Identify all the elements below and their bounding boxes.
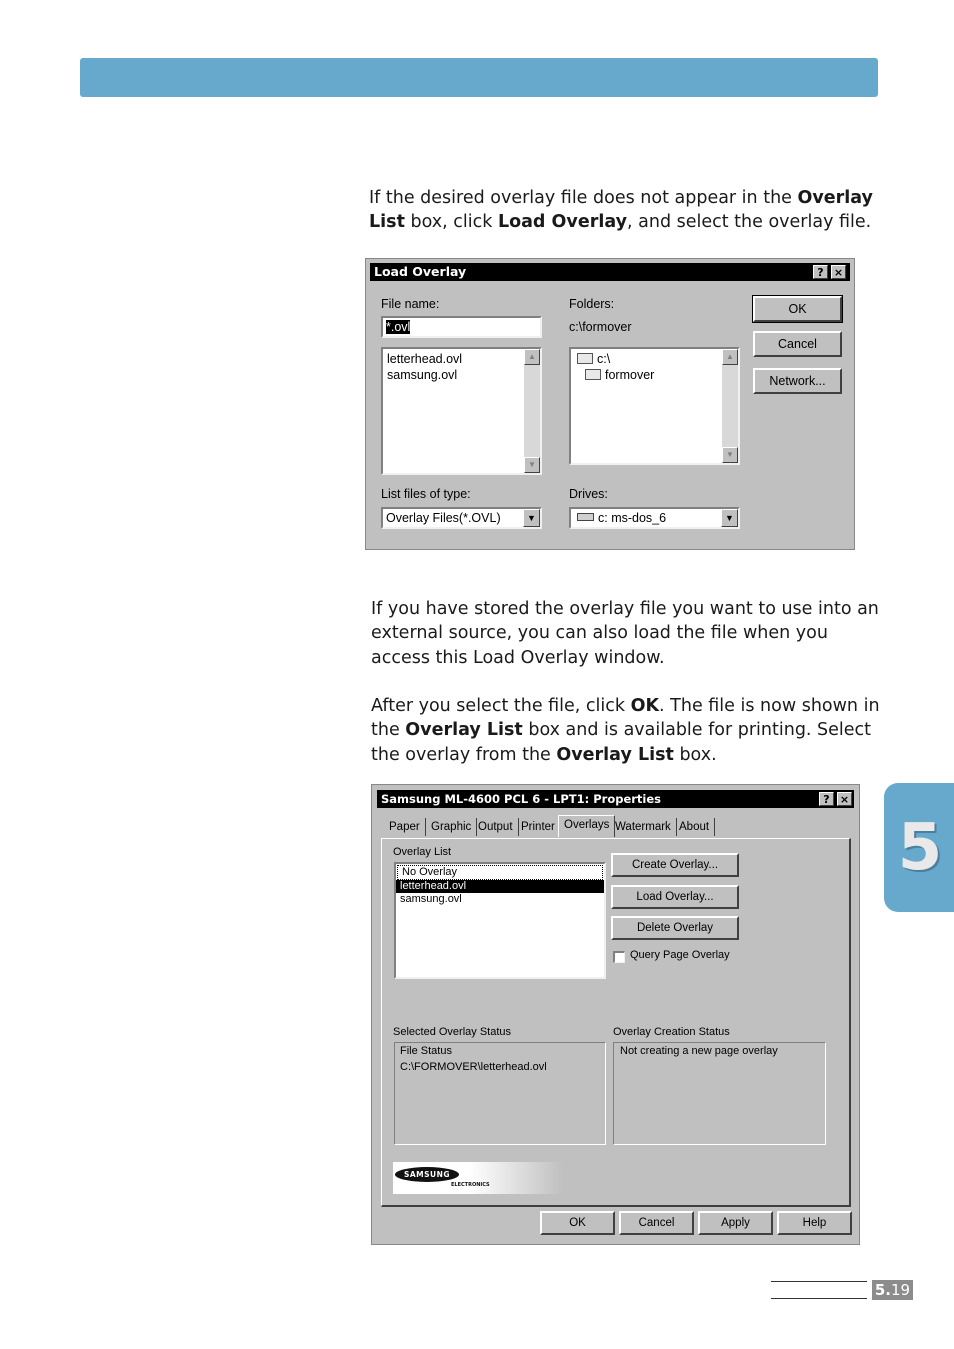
- list-type-select[interactable]: [381, 507, 542, 529]
- folder-item-label: formover: [605, 368, 655, 382]
- query-page-overlay-label: Query Page Overlay: [630, 949, 730, 961]
- samsung-logo-subtext: ELECTRONICS: [451, 1182, 490, 1188]
- selected-status-group: [394, 1042, 606, 1145]
- file-name-label: File name:: [381, 297, 440, 311]
- load-overlay-title: Load Overlay: [374, 264, 467, 279]
- close-icon[interactable]: ×: [837, 792, 852, 806]
- list-item[interactable]: samsung.ovl: [387, 368, 458, 382]
- folder-list-scrollbar[interactable]: [722, 349, 738, 463]
- after-text-4: box.: [673, 744, 717, 765]
- delete-overlay-button[interactable]: Delete Overlay: [611, 916, 739, 940]
- after-bold-ok: OK: [630, 696, 660, 716]
- tab-strip: [384, 818, 844, 838]
- after-bold-overlay-list: Overlay List: [405, 720, 523, 741]
- load-overlay-titlebar: [370, 263, 850, 281]
- file-list-scrollbar[interactable]: [524, 349, 540, 473]
- cancel-button[interactable]: Cancel: [753, 331, 842, 357]
- help-icon[interactable]: ?: [813, 265, 828, 279]
- drives-label: Drives:: [569, 487, 608, 501]
- load-overlay-button[interactable]: Load Overlay...: [611, 885, 739, 909]
- tab-printer[interactable]: Printer: [516, 818, 561, 836]
- footer-rule-bottom: [771, 1298, 867, 1299]
- list-item[interactable]: [571, 367, 738, 383]
- tab-overlays[interactable]: Overlays: [558, 815, 615, 837]
- folder-list[interactable]: [569, 347, 740, 465]
- properties-titlebar: [377, 790, 854, 808]
- external-source-paragraph: If you have stored the overlay file you want to use into an external source, you can also load the file when you access this Load Overlay window.: [371, 599, 879, 668]
- properties-title: Samsung ML-4600 PCL 6 - LPT1: Properties: [381, 792, 662, 806]
- intro-text-mid: box, click: [404, 212, 498, 233]
- creation-status-value: Not creating a new page overlay: [620, 1045, 778, 1057]
- tab-graphic[interactable]: Graphic: [426, 818, 477, 836]
- file-list[interactable]: [381, 347, 542, 475]
- after-text-2: . The file is now shown in the: [371, 696, 880, 741]
- query-page-overlay-checkbox[interactable]: [613, 951, 625, 963]
- tab-paper[interactable]: Paper: [384, 818, 426, 836]
- list-item[interactable]: letterhead.ovl: [387, 352, 463, 366]
- scroll-up-icon[interactable]: ▲: [722, 349, 738, 365]
- after-text-3: box and is available for printing. Select the overlay from the: [371, 720, 872, 765]
- list-item[interactable]: letterhead.ovl: [396, 880, 604, 893]
- samsung-logo: [393, 1162, 563, 1194]
- folder-open-icon: [585, 369, 601, 380]
- intro-paragraph: [369, 186, 889, 235]
- drives-value: c: ms-dos_6: [598, 511, 667, 525]
- after-bold-overlay-list-2: Overlay List: [556, 744, 674, 765]
- ok-button[interactable]: OK: [753, 296, 842, 322]
- help-button[interactable]: Help: [777, 1211, 852, 1235]
- folder-item-label: c:\: [597, 352, 611, 366]
- intro-bold-load-overlay: Load Overlay: [497, 212, 627, 233]
- apply-button[interactable]: Apply: [698, 1211, 773, 1235]
- selected-status-label: Selected Overlay Status: [393, 1026, 512, 1038]
- scroll-up-icon[interactable]: ▲: [524, 349, 540, 365]
- create-overlay-button[interactable]: Create Overlay...: [611, 853, 739, 877]
- close-icon[interactable]: ×: [831, 265, 846, 279]
- intro-bold-overlay-list: Overlay List: [369, 188, 873, 233]
- page-number-badge: [872, 1280, 913, 1300]
- file-name-input[interactable]: [381, 316, 542, 338]
- overlay-list[interactable]: [394, 862, 606, 979]
- tab-about[interactable]: About: [674, 818, 715, 836]
- folders-label: Folders:: [569, 297, 615, 311]
- list-item[interactable]: [571, 351, 738, 367]
- cancel-button[interactable]: Cancel: [619, 1211, 694, 1235]
- properties-dialog: [371, 784, 860, 1245]
- chapter-number: 5: [897, 811, 941, 885]
- list-item[interactable]: samsung.ovl: [400, 893, 462, 905]
- page-number-major: 5.: [874, 1281, 892, 1299]
- page-number-minor: 19: [891, 1281, 911, 1299]
- drives-select[interactable]: [569, 507, 740, 529]
- after-select-paragraph: [371, 694, 891, 767]
- creation-status-group: [613, 1042, 826, 1145]
- intro-text-end: , and select the overlay file.: [627, 212, 872, 233]
- ok-button[interactable]: OK: [540, 1211, 615, 1235]
- folders-path: c:\formover: [569, 320, 632, 334]
- header-bar: [80, 58, 878, 97]
- after-text: After you select the file, click: [371, 696, 631, 716]
- list-type-label: List files of type:: [381, 487, 471, 501]
- overlays-tab-panel: [381, 838, 851, 1207]
- network-button[interactable]: Network...: [753, 368, 842, 394]
- tab-watermark[interactable]: Watermark: [610, 818, 677, 836]
- file-name-value: *.ovl: [386, 320, 411, 334]
- list-item[interactable]: No Overlay: [397, 865, 603, 880]
- scroll-down-icon[interactable]: ▼: [722, 447, 738, 463]
- creation-status-label: Overlay Creation Status: [613, 1026, 730, 1038]
- tab-output[interactable]: Output: [473, 818, 519, 836]
- list-type-value: Overlay Files(*.OVL): [386, 511, 501, 525]
- drive-icon: [577, 513, 594, 521]
- load-overlay-dialog: [365, 258, 855, 550]
- file-status-label: File Status: [400, 1045, 452, 1057]
- footer-rule-top: [771, 1281, 867, 1282]
- overlay-list-label: Overlay List: [393, 846, 452, 858]
- intro-text: If the desired overlay file does not appear in the: [369, 188, 798, 208]
- samsung-logo-mark: SAMSUNG: [395, 1167, 459, 1182]
- file-status-value: C:\FORMOVER\letterhead.ovl: [400, 1061, 547, 1073]
- chevron-down-icon[interactable]: ▼: [523, 509, 540, 527]
- chevron-down-icon[interactable]: ▼: [721, 509, 738, 527]
- help-icon[interactable]: ?: [819, 792, 834, 806]
- folder-open-icon: [577, 353, 593, 364]
- scroll-down-icon[interactable]: ▼: [524, 457, 540, 473]
